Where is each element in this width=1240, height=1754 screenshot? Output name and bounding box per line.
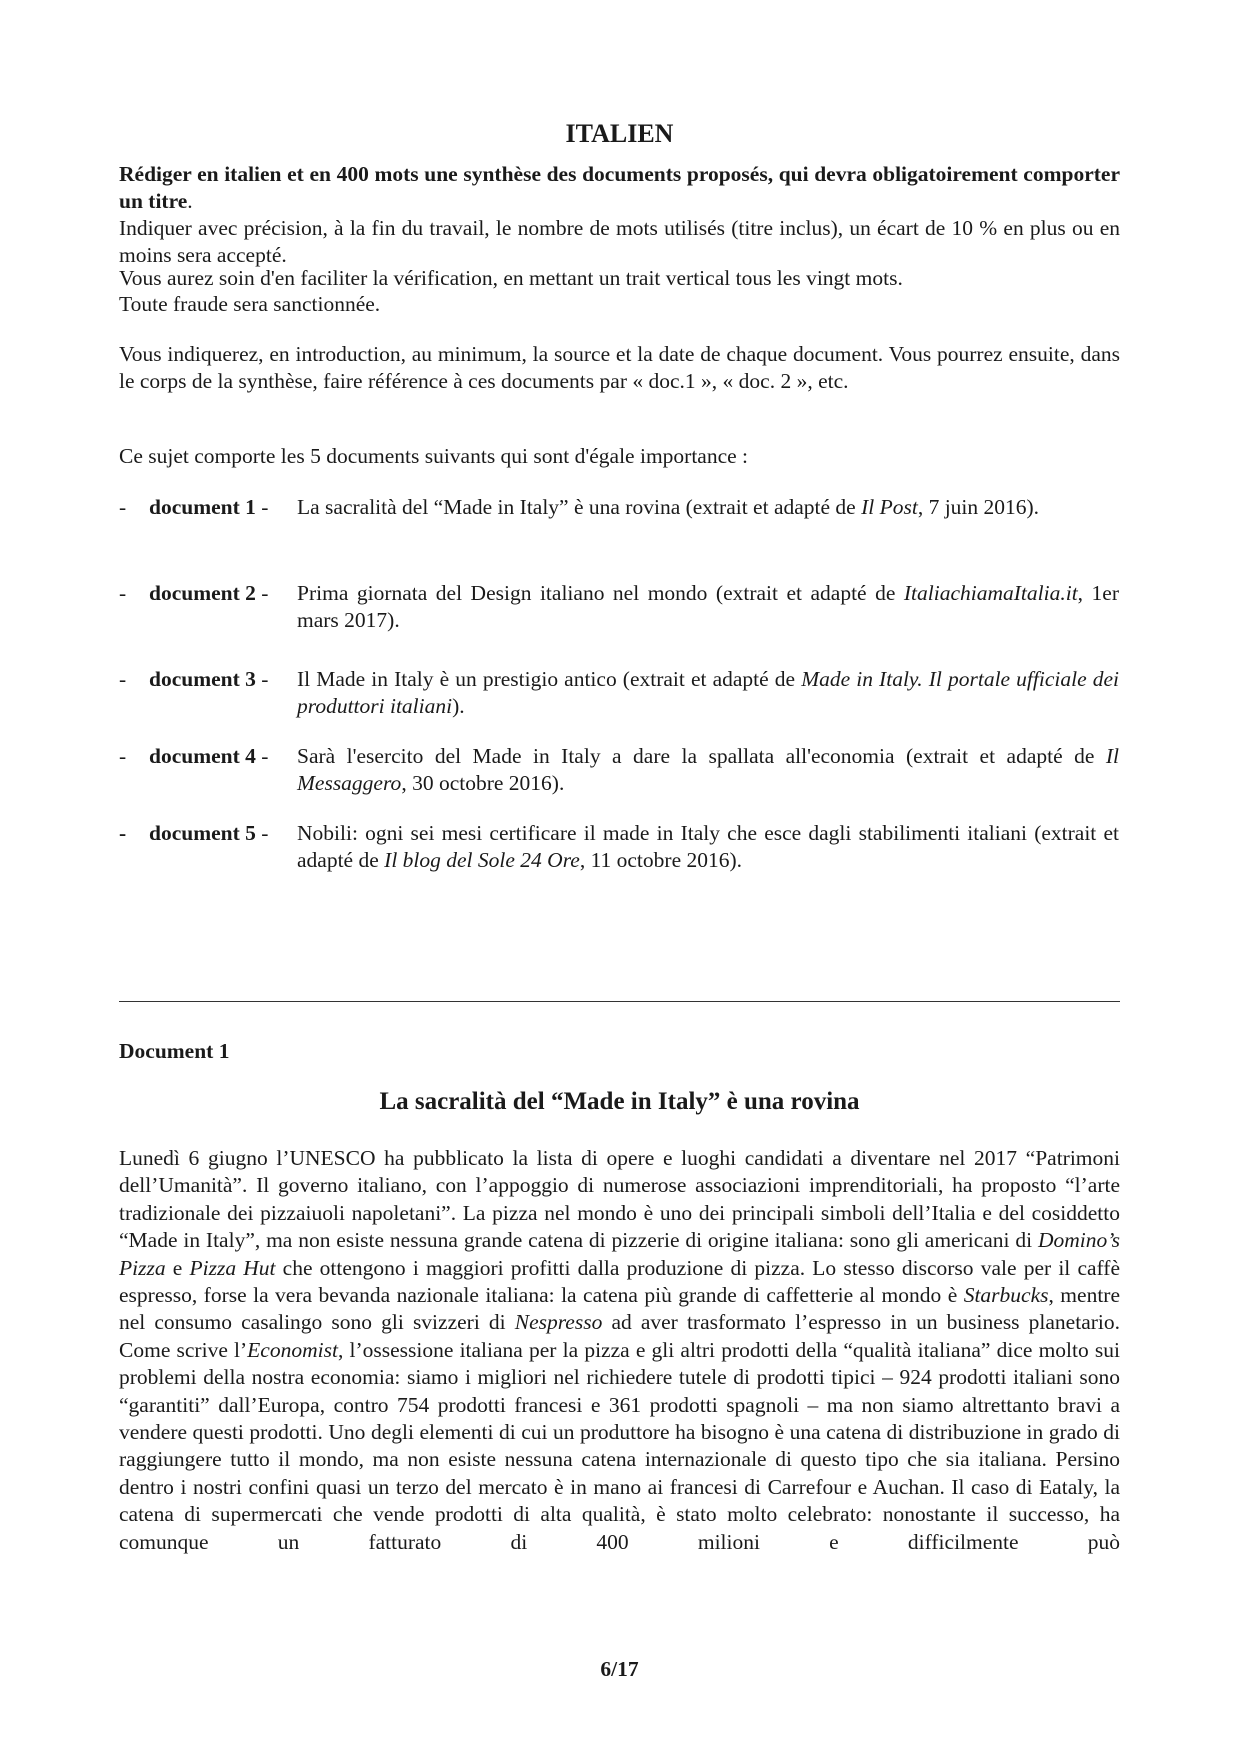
- documents-list-intro: Ce sujet comporte les 5 documents suivants qui sont d'égale importance :: [119, 444, 749, 468]
- document-1-title: La sacralità del “Made in Italy” è una rovina: [379, 1088, 860, 1115]
- instruction-verification: Vous aurez soin d'en faciliter la vérification, en mettant un trait vertical tous les vingt mots.: [119, 266, 903, 290]
- instruction-period: .: [187, 189, 193, 213]
- document-label: document 1 -: [149, 495, 269, 519]
- instructions-block: [119, 161, 1120, 269]
- document-label: document 2 -: [149, 581, 269, 605]
- instruction-bold: [119, 161, 1120, 215]
- document-source: Il blog del Sole 24 Ore: [384, 848, 580, 872]
- document-label: document 3 -: [149, 667, 269, 691]
- instruction-main: Rédiger en italien et en 400 mots une synthèse des documents proposés, qui devra obligatoirement comporter un titre: [119, 162, 1120, 213]
- document-source: Made in Italy. Il portale ufficiale dei produttori italiani: [297, 667, 1119, 718]
- document-description: La sacralità del “Made in Italy” è una rovina (extrait et adapté de Il Post, 7 juin 2016).: [297, 495, 1040, 519]
- emphasis-economist: Economist: [247, 1337, 338, 1362]
- emphasis-dominos: Domino’s Pizza: [119, 1228, 1120, 1280]
- document-description: Sarà l'esercito del Made in Italy a dare la spallata all'economia (extrait et adapté de Il Messaggero, 30 octobre 2016).: [297, 744, 1119, 795]
- document-source: Il Messaggero: [297, 744, 1119, 795]
- section-divider: [119, 1001, 1120, 1002]
- list-dash: -: [119, 821, 127, 845]
- page-title: ITALIEN: [565, 119, 674, 148]
- document-description: Nobili: ogni sei mesi certificare il made in Italy che esce dagli stabilimenti italiani (extrait et adapté de Il blog del Sole 24 Ore, 11 octobre 2016).: [297, 821, 1119, 872]
- document-1-heading: Document 1: [119, 1039, 230, 1063]
- list-dash: -: [119, 667, 127, 691]
- document-label: document 4 -: [149, 744, 269, 768]
- document-label: document 5 -: [149, 821, 269, 845]
- document-description: Prima giornata del Design italiano nel mondo (extrait et adapté de ItaliachiamaItalia.it, 1er mars 2017).: [297, 581, 1119, 632]
- document-source: ItaliachiamaItalia.it: [903, 581, 1078, 605]
- document-description: Il Made in Italy è un prestigio antico (extrait et adapté de Made in Italy. Il portale ufficiale dei produttori italiani).: [297, 667, 1119, 718]
- document-source: Il Post: [861, 495, 918, 519]
- list-dash: -: [119, 495, 127, 519]
- emphasis-starbucks: Starbucks: [963, 1283, 1049, 1308]
- instruction-word-count: Indiquer avec précision, à la fin du travail, le nombre de mots utilisés (titre inclus), un écart de 10 % en plus ou en moins sera accepté.: [119, 216, 1120, 267]
- emphasis-nespresso: Nespresso: [514, 1310, 603, 1335]
- intro-paragraph: Vous indiquerez, en introduction, au minimum, la source et la date de chaque document. Vous pourrez ensuite, dans le corps de la synthèse, faire référence à ces documents par « doc.1 », « doc. 2 », etc.: [119, 342, 1120, 393]
- emphasis-pizza-hut: Pizza Hut: [189, 1255, 276, 1280]
- instruction-fraud: Toute fraude sera sanctionnée.: [119, 292, 381, 316]
- list-dash: -: [119, 581, 127, 605]
- page-number: 6/17: [600, 1657, 639, 1681]
- list-dash: -: [119, 744, 127, 768]
- document-1-body: Lunedì 6 giugno l’UNESCO ha pubblicato la lista di opere e luoghi candidati a diventare nel 2017 “Patrimoni dell’Umanità”. Il governo italiano, con l’appoggio di numerose associazioni imprenditoriali, ha proposto “l’arte tradizionale dei pizzaiuoli napoletani”. La pizza nel mondo è uno dei principali simboli dell’Italia e del cosiddetto “Made in Italy”, ma non esiste nessuna grande catena di pizzerie di origine italiana: sono gli americani di Domino’s Pizza e Pizza Hut che ottengono i maggiori profitti dalla produzione di pizza. Lo stesso discorso vale per il caffè espresso, forse la vera bevanda nazionale italiana: la catena più grande di caffetterie al mondo è Starbucks, mentre nel consumo casalingo sono gli svizzeri di Nespresso ad aver trasformato l’espresso in un business planetario. Come scrive l’Economist, l’ossessione italiana per la pizza e gli altri prodotti della “qualità italiana” dice molto sui problemi della nostra economia: siamo i migliori nel richiedere tutele di prodotti tipici – 924 prodotti italiani sono “garantiti” dall’Europa, contro 754 prodotti francesi e 361 prodotti spagnoli – ma non siamo altrettanto bravi a vendere questi prodotti. Uno degli elementi di cui un produttore ha bisogno è una catena di distribuzione in grado di raggiungere tutto il mondo, ma non esiste nessuna catena internazionale di questo tipo che sia italiana. Persino dentro i nostri confini quasi un terzo del mercato è in mano ai francesi di Carrefour e Auchan. Il caso di Eataly, la catena di supermercati che vende prodotti di alta qualità, è stato molto celebrato: nonostante il successo, ha comunque un fatturato di 400 milioni e difficilmente può: [119, 1146, 1120, 1554]
